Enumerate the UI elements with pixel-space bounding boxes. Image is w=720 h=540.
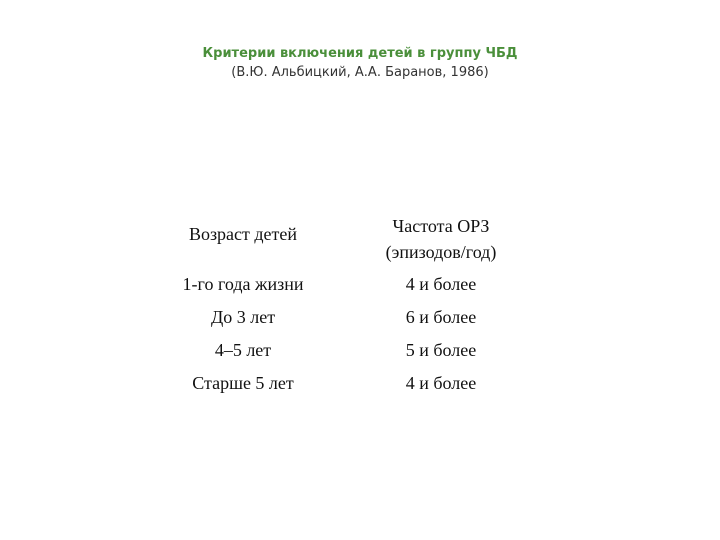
slide-title: [0, 44, 720, 82]
header-frequency: [341, 213, 541, 271]
table-header-row: [145, 213, 541, 271]
row-age: Старше 5 лет: [192, 373, 294, 393]
header-frequency-line1: Частота ОРЗ: [392, 216, 490, 236]
table-row: [145, 370, 541, 403]
row-frequency: 6 и более: [405, 307, 477, 327]
title-main: Критерии включения детей в группу ЧБД: [202, 46, 518, 61]
table-row: [145, 337, 541, 370]
table-row: [145, 271, 541, 304]
title-subtitle: (В.Ю. Альбицкий, А.А. Баранов, 1986): [231, 65, 489, 80]
row-age: До 3 лет: [210, 307, 276, 327]
row-frequency: 4 и более: [405, 274, 477, 294]
table-row: [145, 304, 541, 337]
row-age: 1-го года жизни: [182, 274, 304, 294]
row-frequency: 4 и более: [405, 373, 477, 393]
header-frequency-line2: (эпизодов/год): [385, 242, 497, 262]
row-age: 4–5 лет: [214, 340, 272, 360]
row-frequency: 5 и более: [405, 340, 477, 360]
criteria-table: [145, 213, 541, 403]
header-age: Возраст детей: [188, 224, 298, 244]
